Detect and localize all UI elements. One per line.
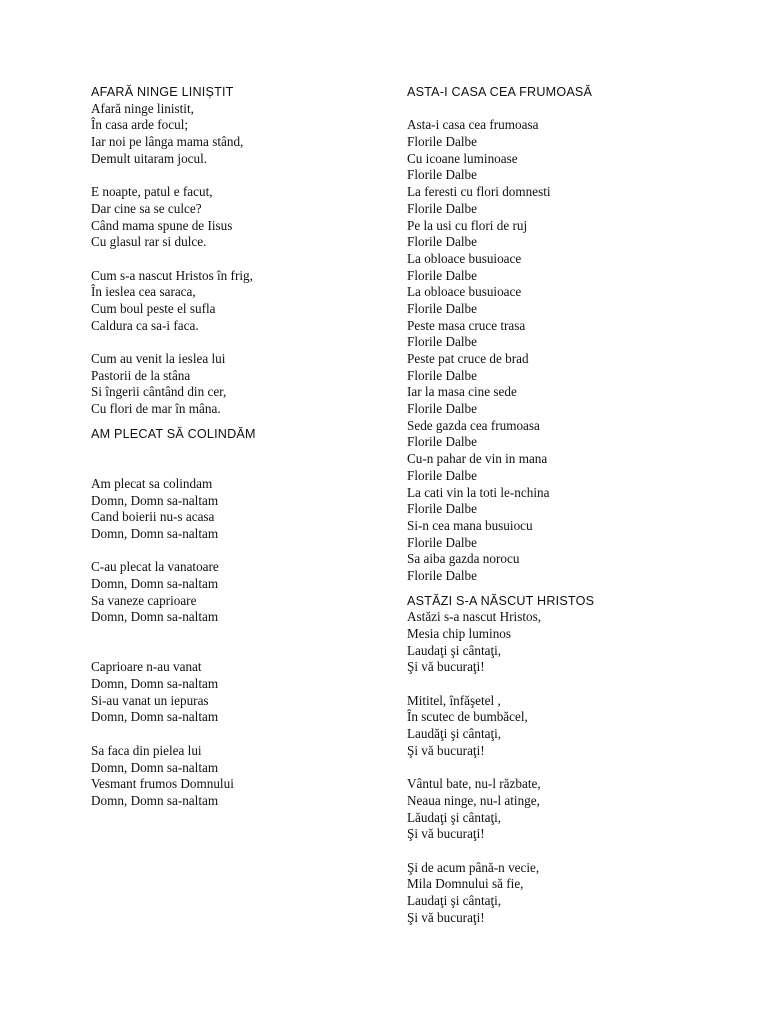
verse-line: La obloace busuioace [407, 284, 522, 300]
song-title-asta-i-casa: ASTA-I CASA CEA FRUMOASĂ [407, 85, 593, 99]
verse-line: Laudaţi şi cântaţi, [407, 642, 502, 658]
verse-line: Domn, Domn sa-naltam [91, 676, 219, 692]
song-afara-ninge-stanza-3 [91, 268, 391, 335]
verse-line: Sa vaneze caprioare [91, 592, 197, 608]
verse-line: Şi vă bucuraţi! [407, 826, 485, 842]
verse-line: Cum s-a nascut Hristos în frig, [91, 267, 253, 283]
verse-line: Domn, Domn sa-naltam [91, 792, 219, 808]
song-am-plecat-stanza-1 [91, 476, 391, 543]
verse-line: Florile Dalbe [407, 467, 477, 483]
verse-line: În scutec de bumbăcel, [407, 709, 528, 725]
verse-line: Cu flori de mar în mâna. [91, 401, 221, 417]
verse-line: Sa aiba gazda norocu [407, 551, 520, 567]
verse-line: Şi vă bucuraţi! [407, 742, 485, 758]
verse-line: Si îngerii cântând din cer, [91, 384, 227, 400]
verse-line: Domn, Domn sa-naltam [91, 709, 219, 725]
song-am-plecat-stanza-4 [91, 743, 391, 810]
song-afara-ninge-stanza-2 [91, 184, 391, 251]
right-column [407, 84, 707, 926]
verse-line: Laudaţi şi cântaţi, [407, 893, 502, 908]
verse-line: Cu-n pahar de vin in mana [407, 451, 548, 467]
verse-line: Florile Dalbe [407, 300, 477, 316]
verse-line: E noapte, patul e facut, [91, 184, 213, 200]
verse-line: Şi vă bucuraţi! [407, 909, 485, 925]
song-astazi-stanza-4 [407, 860, 707, 927]
song-title-am-plecat: AM PLECAT SĂ COLINDĂM [91, 426, 256, 441]
verse-line: Florile Dalbe [407, 434, 477, 450]
verse-line: Florile Dalbe [407, 401, 477, 417]
left-column [91, 84, 391, 810]
verse-line: Florile Dalbe [407, 134, 477, 150]
song-am-plecat-stanza-3 [91, 659, 391, 726]
song-astazi-stanza-2 [407, 693, 707, 760]
verse-line: Cum boul peste el sufla [91, 300, 216, 316]
song-afara-ninge-stanza-4 [91, 351, 391, 418]
verse-line: Florile Dalbe [407, 501, 477, 517]
song-astazi-stanza-3 [407, 776, 707, 843]
verse-line: Demult uitaram jocul. [91, 150, 208, 166]
song-am-plecat-stanza-2 [91, 559, 391, 626]
verse-line: Mila Domnului să fie, [407, 876, 524, 892]
verse-line: Lăudaţi şi cântaţi, [407, 809, 502, 825]
verse-line: La feresti cu flori domnesti [407, 184, 551, 200]
verse-line: Florile Dalbe [407, 567, 477, 583]
verse-line: Florile Dalbe [407, 267, 477, 283]
song-title-astazi-s-a-nascut: ASTĂZI S-A NĂSCUT HRISTOS [407, 593, 595, 608]
verse-line: Neaua ninge, nu-l atinge, [407, 792, 540, 808]
verse-line: Iar noi pe lânga mama stând, [91, 134, 244, 150]
verse-line: Vesmant frumos Domnului [91, 776, 234, 792]
verse-line: Iar la masa cine sede [407, 384, 517, 400]
verse-line: Florile Dalbe [407, 534, 477, 550]
verse-line: Caldura ca sa-i faca. [91, 317, 199, 333]
verse-line: Mesia chip luminos [407, 626, 512, 641]
verse-line: Si-n cea mana busuiocu [407, 517, 533, 533]
verse-line: La obloace busuioace [407, 250, 522, 266]
verse-line: Domn, Domn sa-naltam [91, 492, 219, 508]
verse-line: Peste pat cruce de brad [407, 351, 529, 366]
verse-line: Domn, Domn sa-naltam [91, 759, 219, 775]
verse-line: Sede gazda cea frumoasa [407, 417, 540, 433]
verse-line: În ieslea cea saraca, [91, 284, 196, 300]
verse-line: Dar cine sa se culce? [91, 200, 202, 216]
verse-line: La cati vin la toti le-nchina [407, 484, 550, 500]
verse-line: Şi vă bucuraţi! [407, 659, 485, 675]
verse-line: Afară ninge linistit, [91, 100, 194, 116]
song-afara-ninge-stanza-1 [91, 101, 391, 168]
verse-line: Si-au vanat un iepuras [91, 692, 209, 708]
verse-line: Peste masa cruce trasa [407, 317, 526, 333]
verse-line: În casa arde focul; [91, 117, 189, 133]
verse-line: Florile Dalbe [407, 200, 477, 216]
verse-line: Florile Dalbe [407, 167, 477, 183]
song-asta-i-casa-body [407, 117, 707, 584]
verse-line: Astăzi s-a nascut Hristos, [407, 609, 542, 625]
verse-line: Cand boierii nu-s acasa [91, 509, 215, 525]
verse-line: Domn, Domn sa-naltam [91, 609, 219, 625]
verse-line: Mititel, înfăşetel , [407, 692, 501, 708]
verse-line: Florile Dalbe [407, 367, 477, 383]
verse-line: Şi de acum până-n vecie, [407, 859, 540, 875]
song-title-afara-ninge: AFARĂ NINGE LINIȘTIT [91, 85, 234, 99]
song-astazi-stanza-1 [407, 609, 707, 676]
verse-line: Asta-i casa cea frumoasa [407, 117, 539, 133]
verse-line: Vântul bate, nu-l răzbate, [407, 776, 541, 792]
verse-line: C-au plecat la vanatoare [91, 559, 219, 575]
verse-line: Domn, Domn sa-naltam [91, 525, 219, 541]
verse-line: Pe la usi cu flori de ruj [407, 217, 528, 233]
verse-line: Am plecat sa colindam [91, 475, 213, 491]
verse-line: Pastorii de la stâna [91, 367, 191, 383]
verse-line: Domn, Domn sa-naltam [91, 575, 219, 591]
verse-line: Cum au venit la ieslea lui [91, 351, 226, 366]
verse-line: Florile Dalbe [407, 234, 477, 250]
verse-line: Sa faca din pielea lui [91, 742, 202, 758]
verse-line: Florile Dalbe [407, 334, 477, 350]
verse-line: Cu glasul rar si dulce. [91, 234, 207, 250]
verse-line: Laudăţi şi cântaţi, [407, 726, 502, 742]
verse-line: Cu icoane luminoase [407, 150, 518, 166]
verse-line: Caprioare n-au vanat [91, 659, 202, 675]
verse-line: Când mama spune de Iisus [91, 217, 233, 233]
